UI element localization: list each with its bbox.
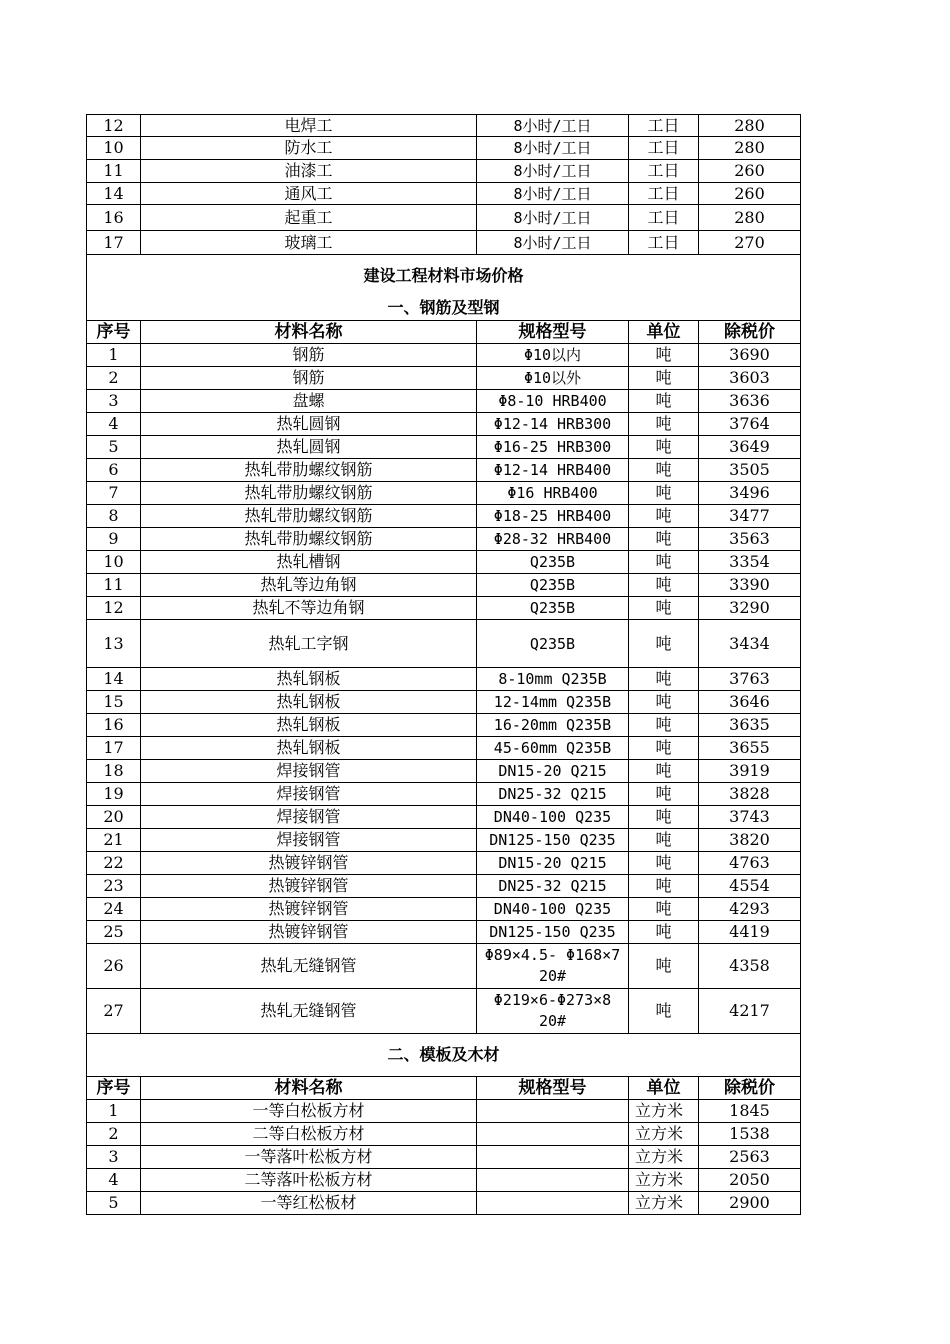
spec-model: 8小时/工日 xyxy=(477,205,629,231)
row-number: 4 xyxy=(87,1169,141,1192)
row-number: 17 xyxy=(87,231,141,255)
row-number: 5 xyxy=(87,436,141,459)
header-unit: 单位 xyxy=(629,1077,699,1100)
price-excl-tax: 280 xyxy=(699,137,801,160)
price-excl-tax: 3390 xyxy=(699,574,801,597)
row-number: 10 xyxy=(87,551,141,574)
table-row xyxy=(87,1123,801,1146)
price-excl-tax: 3690 xyxy=(699,344,801,367)
row-number: 18 xyxy=(87,760,141,783)
material-name: 热轧钢板 xyxy=(141,691,477,714)
row-number: 22 xyxy=(87,852,141,875)
material-name: 钢筋 xyxy=(141,367,477,390)
material-name: 焊接钢管 xyxy=(141,783,477,806)
unit: 工日 xyxy=(629,183,699,205)
price-excl-tax: 3603 xyxy=(699,367,801,390)
row-number: 13 xyxy=(87,620,141,668)
section2-header xyxy=(87,1077,801,1100)
table-row xyxy=(87,898,801,921)
table-row xyxy=(87,597,801,620)
material-name: 热轧槽钢 xyxy=(141,551,477,574)
row-number: 20 xyxy=(87,806,141,829)
header-no: 序号 xyxy=(87,321,141,344)
section1-title: 一、钢筋及型钢 xyxy=(87,297,801,321)
spec-model: Φ16 HRB400 xyxy=(477,482,629,505)
row-number: 8 xyxy=(87,505,141,528)
price-excl-tax: 280 xyxy=(699,205,801,231)
material-name: 热镀锌钢管 xyxy=(141,921,477,944)
material-name: 油漆工 xyxy=(141,160,477,183)
spec-model: 8小时/工日 xyxy=(477,115,629,137)
unit: 工日 xyxy=(629,115,699,137)
main-title-row xyxy=(87,255,801,297)
row-number: 14 xyxy=(87,668,141,691)
material-name: 热轧带肋螺纹钢筋 xyxy=(141,505,477,528)
unit: 吨 xyxy=(629,714,699,737)
price-excl-tax: 4358 xyxy=(699,944,801,989)
table-row xyxy=(87,482,801,505)
material-name: 热轧钢板 xyxy=(141,714,477,737)
table-row xyxy=(87,528,801,551)
spec-model: 12-14mm Q235B xyxy=(477,691,629,714)
row-number: 11 xyxy=(87,160,141,183)
material-name: 热镀锌钢管 xyxy=(141,875,477,898)
price-excl-tax: 270 xyxy=(699,231,801,255)
unit: 吨 xyxy=(629,344,699,367)
material-name: 盘螺 xyxy=(141,390,477,413)
section1-header xyxy=(87,321,801,344)
unit: 吨 xyxy=(629,436,699,459)
price-excl-tax: 4419 xyxy=(699,921,801,944)
material-name: 焊接钢管 xyxy=(141,760,477,783)
spec-model: Φ10以内 xyxy=(477,344,629,367)
spec-model: Φ12-14 HRB400 xyxy=(477,459,629,482)
price-excl-tax: 280 xyxy=(699,115,801,137)
unit: 吨 xyxy=(629,875,699,898)
unit: 吨 xyxy=(629,691,699,714)
material-name: 一等白松板方材 xyxy=(141,1100,477,1123)
row-number: 6 xyxy=(87,459,141,482)
row-number: 11 xyxy=(87,574,141,597)
spec-model: DN25-32 Q215 xyxy=(477,783,629,806)
table-row xyxy=(87,1169,801,1192)
unit: 吨 xyxy=(629,390,699,413)
price-excl-tax: 3764 xyxy=(699,413,801,436)
material-name: 防水工 xyxy=(141,137,477,160)
material-name: 热轧等边角钢 xyxy=(141,574,477,597)
header-spec: 规格型号 xyxy=(477,321,629,344)
price-excl-tax: 3354 xyxy=(699,551,801,574)
header-spec: 规格型号 xyxy=(477,1077,629,1100)
price-excl-tax: 3636 xyxy=(699,390,801,413)
material-name: 热轧钢板 xyxy=(141,668,477,691)
header-no: 序号 xyxy=(87,1077,141,1100)
header-price: 除税价 xyxy=(699,1077,801,1100)
table-row xyxy=(87,413,801,436)
unit: 吨 xyxy=(629,413,699,436)
section1-title-row xyxy=(87,297,801,321)
unit: 工日 xyxy=(629,205,699,231)
row-number: 17 xyxy=(87,737,141,760)
row-number: 4 xyxy=(87,413,141,436)
material-name: 焊接钢管 xyxy=(141,806,477,829)
unit: 吨 xyxy=(629,806,699,829)
material-name: 热轧带肋螺纹钢筋 xyxy=(141,482,477,505)
price-excl-tax: 3646 xyxy=(699,691,801,714)
price-excl-tax: 3505 xyxy=(699,459,801,482)
row-number: 14 xyxy=(87,183,141,205)
unit: 吨 xyxy=(629,989,699,1034)
table-row xyxy=(87,137,801,160)
spec-model: DN15-20 Q215 xyxy=(477,852,629,875)
spec-model xyxy=(477,1123,629,1146)
material-name: 玻璃工 xyxy=(141,231,477,255)
spec-model: Φ10以外 xyxy=(477,367,629,390)
price-excl-tax: 3820 xyxy=(699,829,801,852)
spec-model: 16-20mm Q235B xyxy=(477,714,629,737)
row-number: 12 xyxy=(87,597,141,620)
spec-model: 8小时/工日 xyxy=(477,160,629,183)
unit: 吨 xyxy=(629,783,699,806)
table-row xyxy=(87,944,801,989)
price-excl-tax: 1845 xyxy=(699,1100,801,1123)
material-name: 焊接钢管 xyxy=(141,829,477,852)
section2-title: 二、模板及木材 xyxy=(87,1034,801,1077)
table-row xyxy=(87,115,801,137)
price-excl-tax: 3763 xyxy=(699,668,801,691)
unit: 吨 xyxy=(629,574,699,597)
material-name: 热镀锌钢管 xyxy=(141,852,477,875)
table-row xyxy=(87,668,801,691)
spec-model: 8小时/工日 xyxy=(477,137,629,160)
row-number: 9 xyxy=(87,528,141,551)
spec-model: DN40-100 Q235 xyxy=(477,806,629,829)
row-number: 23 xyxy=(87,875,141,898)
unit: 吨 xyxy=(629,668,699,691)
material-name: 一等落叶松板方材 xyxy=(141,1146,477,1169)
row-number: 19 xyxy=(87,783,141,806)
spec-model: 8-10mm Q235B xyxy=(477,668,629,691)
spec-model: DN40-100 Q235 xyxy=(477,898,629,921)
spec-model: Φ16-25 HRB300 xyxy=(477,436,629,459)
header-price: 除税价 xyxy=(699,321,801,344)
material-name: 二等落叶松板方材 xyxy=(141,1169,477,1192)
row-number: 10 xyxy=(87,137,141,160)
material-name: 起重工 xyxy=(141,205,477,231)
row-number: 7 xyxy=(87,482,141,505)
material-name: 钢筋 xyxy=(141,344,477,367)
spec-model xyxy=(477,1169,629,1192)
material-name: 热轧带肋螺纹钢筋 xyxy=(141,459,477,482)
unit: 工日 xyxy=(629,160,699,183)
unit: 立方米 xyxy=(629,1100,699,1123)
material-name: 热轧无缝钢管 xyxy=(141,989,477,1034)
price-excl-tax: 3655 xyxy=(699,737,801,760)
table-row xyxy=(87,806,801,829)
unit: 立方米 xyxy=(629,1169,699,1192)
table-row xyxy=(87,505,801,528)
row-number: 2 xyxy=(87,1123,141,1146)
unit: 吨 xyxy=(629,597,699,620)
spec-model: DN15-20 Q215 xyxy=(477,760,629,783)
price-excl-tax: 3919 xyxy=(699,760,801,783)
row-number: 1 xyxy=(87,1100,141,1123)
unit: 工日 xyxy=(629,231,699,255)
spec-model xyxy=(477,1100,629,1123)
price-excl-tax: 4293 xyxy=(699,898,801,921)
material-name: 一等红松板材 xyxy=(141,1192,477,1215)
table-row xyxy=(87,344,801,367)
row-number: 26 xyxy=(87,944,141,989)
table-row xyxy=(87,1146,801,1169)
row-number: 2 xyxy=(87,367,141,390)
unit: 吨 xyxy=(629,459,699,482)
price-excl-tax: 4217 xyxy=(699,989,801,1034)
header-unit: 单位 xyxy=(629,321,699,344)
price-table xyxy=(86,114,801,1215)
table-row xyxy=(87,714,801,737)
spec-model: Q235B xyxy=(477,620,629,668)
spec-model: Φ8-10 HRB400 xyxy=(477,390,629,413)
unit: 吨 xyxy=(629,829,699,852)
table-row xyxy=(87,205,801,231)
unit: 吨 xyxy=(629,737,699,760)
spec-model: Φ219×6-Φ273×8 20# xyxy=(477,989,629,1034)
price-excl-tax: 3496 xyxy=(699,482,801,505)
spec-model: Φ28-32 HRB400 xyxy=(477,528,629,551)
row-number: 24 xyxy=(87,898,141,921)
price-excl-tax: 260 xyxy=(699,160,801,183)
table-row xyxy=(87,691,801,714)
spec-model xyxy=(477,1146,629,1169)
material-name: 电焊工 xyxy=(141,115,477,137)
price-excl-tax: 3290 xyxy=(699,597,801,620)
table-row xyxy=(87,390,801,413)
unit: 吨 xyxy=(629,898,699,921)
row-number: 15 xyxy=(87,691,141,714)
section2-title-row xyxy=(87,1034,801,1077)
material-name: 二等白松板方材 xyxy=(141,1123,477,1146)
material-name: 热轧带肋螺纹钢筋 xyxy=(141,528,477,551)
spec-model: Φ89×4.5- Φ168×7 20# xyxy=(477,944,629,989)
table-row xyxy=(87,620,801,668)
unit: 吨 xyxy=(629,551,699,574)
table-row xyxy=(87,783,801,806)
spec-model: Q235B xyxy=(477,574,629,597)
table-row xyxy=(87,760,801,783)
price-excl-tax: 4554 xyxy=(699,875,801,898)
table-row xyxy=(87,737,801,760)
price-excl-tax: 4763 xyxy=(699,852,801,875)
price-excl-tax: 260 xyxy=(699,183,801,205)
table-row xyxy=(87,574,801,597)
unit: 吨 xyxy=(629,921,699,944)
spec-model: 45-60mm Q235B xyxy=(477,737,629,760)
price-table-body xyxy=(87,115,801,1215)
table-row xyxy=(87,829,801,852)
spec-model: Q235B xyxy=(477,597,629,620)
table-row xyxy=(87,459,801,482)
unit: 吨 xyxy=(629,852,699,875)
price-excl-tax: 1538 xyxy=(699,1123,801,1146)
spec-model: 8小时/工日 xyxy=(477,183,629,205)
row-number: 1 xyxy=(87,344,141,367)
table-row xyxy=(87,875,801,898)
spec-model: Q235B xyxy=(477,551,629,574)
spec-model: Φ12-14 HRB300 xyxy=(477,413,629,436)
row-number: 12 xyxy=(87,115,141,137)
price-excl-tax: 3635 xyxy=(699,714,801,737)
row-number: 5 xyxy=(87,1192,141,1215)
price-excl-tax: 3828 xyxy=(699,783,801,806)
material-name: 热轧不等边角钢 xyxy=(141,597,477,620)
row-number: 25 xyxy=(87,921,141,944)
unit: 吨 xyxy=(629,944,699,989)
unit: 吨 xyxy=(629,620,699,668)
header-name: 材料名称 xyxy=(141,1077,477,1100)
row-number: 16 xyxy=(87,205,141,231)
table-row xyxy=(87,367,801,390)
material-name: 热轧无缝钢管 xyxy=(141,944,477,989)
unit: 立方米 xyxy=(629,1192,699,1215)
row-number: 3 xyxy=(87,390,141,413)
main-title: 建设工程材料市场价格 xyxy=(87,255,801,297)
material-name: 热轧圆钢 xyxy=(141,413,477,436)
price-excl-tax: 2900 xyxy=(699,1192,801,1215)
unit: 吨 xyxy=(629,760,699,783)
unit: 工日 xyxy=(629,137,699,160)
table-row xyxy=(87,1100,801,1123)
unit: 吨 xyxy=(629,528,699,551)
price-excl-tax: 3743 xyxy=(699,806,801,829)
unit: 吨 xyxy=(629,482,699,505)
table-row xyxy=(87,160,801,183)
spec-model: DN125-150 Q235 xyxy=(477,829,629,852)
price-excl-tax: 3649 xyxy=(699,436,801,459)
table-row xyxy=(87,989,801,1034)
spec-model: 8小时/工日 xyxy=(477,231,629,255)
material-name: 热轧圆钢 xyxy=(141,436,477,459)
price-excl-tax: 2563 xyxy=(699,1146,801,1169)
material-name: 热轧钢板 xyxy=(141,737,477,760)
table-row xyxy=(87,1192,801,1215)
table-row xyxy=(87,183,801,205)
spec-model xyxy=(477,1192,629,1215)
row-number: 27 xyxy=(87,989,141,1034)
row-number: 3 xyxy=(87,1146,141,1169)
price-excl-tax: 3434 xyxy=(699,620,801,668)
spec-model: DN25-32 Q215 xyxy=(477,875,629,898)
price-excl-tax: 3563 xyxy=(699,528,801,551)
unit: 吨 xyxy=(629,505,699,528)
price-excl-tax: 2050 xyxy=(699,1169,801,1192)
price-excl-tax: 3477 xyxy=(699,505,801,528)
table-row xyxy=(87,921,801,944)
table-row xyxy=(87,551,801,574)
spec-model: Φ18-25 HRB400 xyxy=(477,505,629,528)
spec-model: DN125-150 Q235 xyxy=(477,921,629,944)
unit: 立方米 xyxy=(629,1146,699,1169)
material-name: 热镀锌钢管 xyxy=(141,898,477,921)
row-number: 16 xyxy=(87,714,141,737)
row-number: 21 xyxy=(87,829,141,852)
material-name: 热轧工字钢 xyxy=(141,620,477,668)
header-name: 材料名称 xyxy=(141,321,477,344)
material-name: 通风工 xyxy=(141,183,477,205)
unit: 吨 xyxy=(629,367,699,390)
unit: 立方米 xyxy=(629,1123,699,1146)
table-row xyxy=(87,436,801,459)
table-row xyxy=(87,852,801,875)
table-row xyxy=(87,231,801,255)
